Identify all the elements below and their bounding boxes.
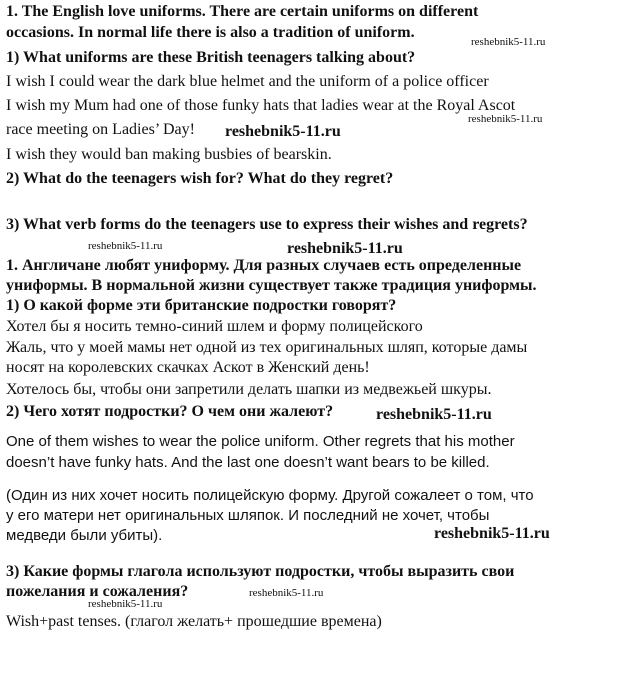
answer-3: Wish+past tenses. (глагол желать+ прошедшие времена) xyxy=(6,613,382,630)
question-2-en: 2) What do the teenagers wish for? What do they regret? xyxy=(6,170,394,187)
question-3-en: 3) What verb forms do the teenagers use to express their wishes and regrets? xyxy=(6,216,528,233)
answer-2-en-line1: One of them wishes to wear the police uniform. Other regrets that his mother xyxy=(6,433,515,450)
answer-2-ru-line3: медведи были убиты). xyxy=(6,527,163,544)
watermark: reshebnik5-11.ru xyxy=(434,525,550,542)
watermark: reshebnik5-11.ru xyxy=(287,240,403,257)
wish-1-ru: Хотел бы я носить темно-синий шлем и форму полицейского xyxy=(6,318,423,335)
wish-2-en-line1: I wish my Mum had one of those funky hats that ladies wear at the Royal Ascot xyxy=(6,97,516,114)
answer-2-en-line2: doesn’t have funky hats. And the last one doesn’t want bears to be killed. xyxy=(6,454,490,471)
watermark: reshebnik5-11.ru xyxy=(471,36,546,48)
task-heading-ru-line1: 1. Англичане любят униформу. Для разных случаев есть определенные xyxy=(6,257,522,274)
question-2-ru: 2) Чего хотят подростки? О чем они жалеют? xyxy=(6,403,334,420)
question-1-ru: 1) О какой форме эти британские подростки говорят? xyxy=(6,297,397,314)
task-heading-en-line1: 1. The English love uniforms. There are certain uniforms on different xyxy=(6,3,479,20)
wish-2-ru-line1: Жаль, что у моей мамы нет одной из тех оригинальных шляп, которые дамы xyxy=(6,339,528,356)
question-3-ru-line2: пожелания и сожаления? xyxy=(6,583,189,600)
wish-3-en: I wish they would ban making busbies of bearskin. xyxy=(6,146,332,163)
task-heading-en-line2: occasions. In normal life there is also a tradition of uniform. xyxy=(6,24,415,41)
task-heading-ru-line2: униформы. В нормальной жизни существует также традиция униформы. xyxy=(6,277,537,294)
answer-2-ru-line2: у его матери нет оригинальных шляпок. И последний не хочет, чтобы xyxy=(6,507,490,524)
wish-2-ru-line2: носят на королевских скачках Аскот в Женский день! xyxy=(6,359,370,376)
watermark: reshebnik5-11.ru xyxy=(468,113,543,125)
watermark: reshebnik5-11.ru xyxy=(88,240,163,252)
question-3-ru-line1: 3) Какие формы глагола используют подростки, чтобы выразить свои xyxy=(6,563,515,580)
watermark: reshebnik5-11.ru xyxy=(225,123,341,140)
watermark: reshebnik5-11.ru xyxy=(376,406,492,423)
watermark: reshebnik5-11.ru xyxy=(249,587,324,599)
answer-2-ru-line1: (Один из них хочет носить полицейскую форму. Другой сожалеет о том, что xyxy=(6,487,534,504)
wish-2-en-line2: race meeting on Ladies’ Day! xyxy=(6,121,195,138)
watermark: reshebnik5-11.ru xyxy=(88,598,163,610)
wish-1-en: I wish I could wear the dark blue helmet and the uniform of a police officer xyxy=(6,73,489,90)
wish-3-ru: Хотелось бы, чтобы они запретили делать шапки из медвежьей шкуры. xyxy=(6,381,492,398)
question-1-en: 1) What uniforms are these British teenagers talking about? xyxy=(6,49,416,66)
